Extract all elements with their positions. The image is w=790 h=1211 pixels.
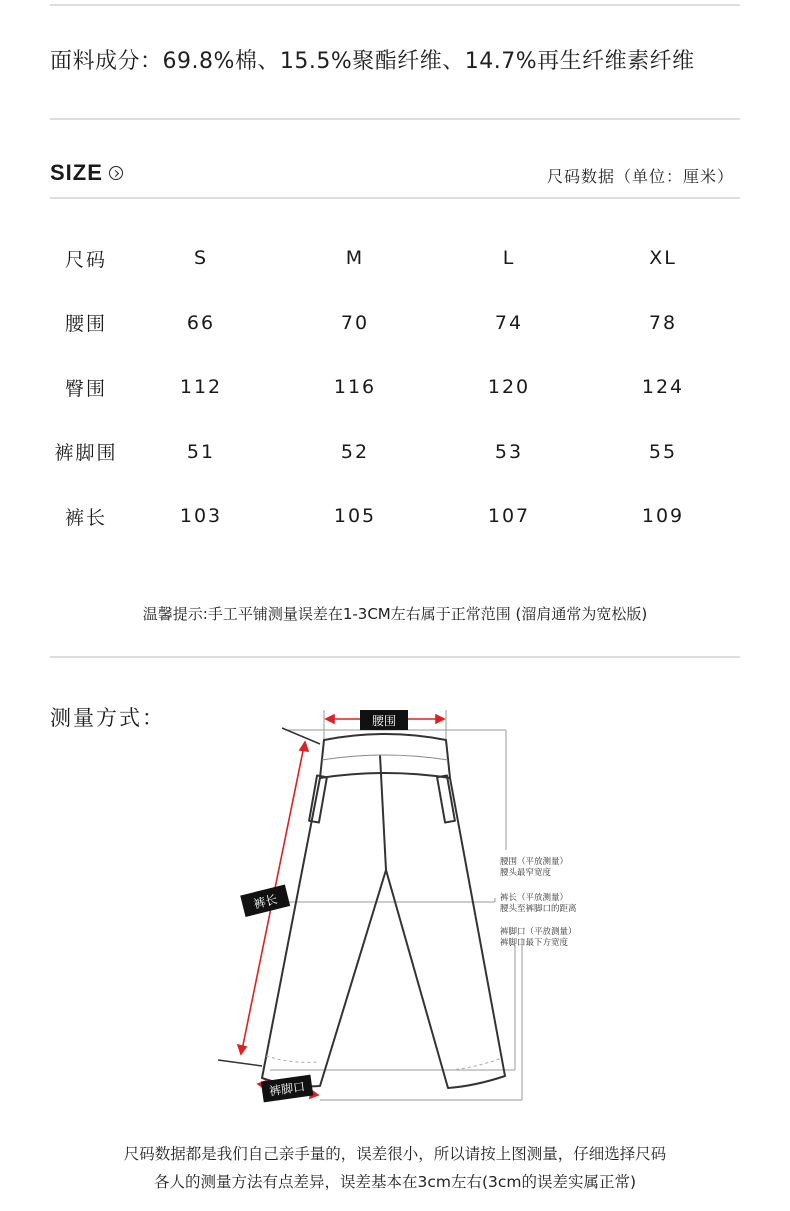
size-title-text: SIZE (50, 160, 103, 185)
bottom-note-line2: 各人的测量方法有点差异，误差基本在3cm左右(3cm的误差实属正常) (153, 1173, 637, 1191)
table-cell: XL (649, 247, 677, 270)
table-cell: S (193, 247, 209, 270)
table-cell: 112 (179, 376, 223, 399)
waist-label: 腰围 (371, 714, 397, 728)
table-cell: 78 (648, 311, 678, 334)
table-cell: 66 (186, 311, 216, 334)
table-row-label: 裤脚围 (54, 442, 118, 465)
table-cell: 116 (333, 376, 377, 399)
tip-divider (50, 656, 740, 658)
table-cell: 105 (333, 505, 377, 528)
table-cell: L (502, 247, 516, 270)
table-cell: 51 (186, 440, 216, 463)
table-cell: 120 (487, 376, 531, 399)
table-cell: M (345, 247, 365, 270)
note-length-title: 裤长（平放测量） (500, 893, 569, 903)
table-cell: 52 (340, 440, 370, 463)
fabric-composition: 面料成分：69.8%棉、15.5%聚酯纤维、14.7%再生纤维素纤维 (50, 49, 695, 74)
chevron-right-circle-icon (109, 166, 123, 180)
table-row (46, 420, 742, 485)
table-row-label: 尺码 (64, 248, 107, 271)
table-row-label: 臀围 (64, 377, 107, 400)
size-section-title (50, 160, 123, 186)
bottom-note (0, 1140, 790, 1196)
length-label: 裤长 (252, 892, 279, 912)
size-table (46, 226, 742, 549)
bottom-note-line1: 尺码数据都是我们自己亲手量的，误差很小，所以请按上图测量，仔细选择尺码 (123, 1145, 667, 1163)
table-cell: 109 (641, 505, 685, 528)
top-divider (50, 4, 740, 6)
table-cell: 107 (487, 505, 531, 528)
hem-label: 裤脚口 (268, 1079, 306, 1099)
unit-label: 尺码数据（单位：厘米） (546, 167, 734, 186)
table-cell: 55 (648, 440, 678, 463)
table-header-row (46, 226, 742, 291)
fabric-divider (50, 118, 740, 120)
table-row-label: 腰围 (64, 313, 107, 336)
table-cell: 124 (641, 376, 685, 399)
note-hem-desc: 裤脚口最下方宽度 (500, 938, 569, 948)
note-waist-title: 腰围（平放测量） (500, 857, 569, 867)
note-hem-title: 裤脚口（平放测量） (500, 927, 577, 937)
table-row (46, 291, 742, 356)
table-row (46, 484, 742, 549)
table-cell: 70 (340, 311, 370, 334)
table-row-label: 裤长 (64, 506, 107, 529)
measurement-method-title: 测量方式： (50, 706, 165, 730)
pants-measurement-diagram (210, 700, 610, 1110)
table-row (46, 355, 742, 420)
note-length-desc: 腰头至裤脚口的距离 (500, 904, 577, 914)
table-cell: 53 (494, 440, 524, 463)
measurement-tip: 温馨提示:手工平铺测量误差在1-3CM左右属于正常范围 (溜肩通常为宽松版) (142, 605, 648, 623)
size-divider (50, 197, 740, 199)
table-cell: 103 (179, 505, 223, 528)
note-waist-desc: 腰头最窄宽度 (500, 868, 552, 878)
table-cell: 74 (494, 311, 524, 334)
